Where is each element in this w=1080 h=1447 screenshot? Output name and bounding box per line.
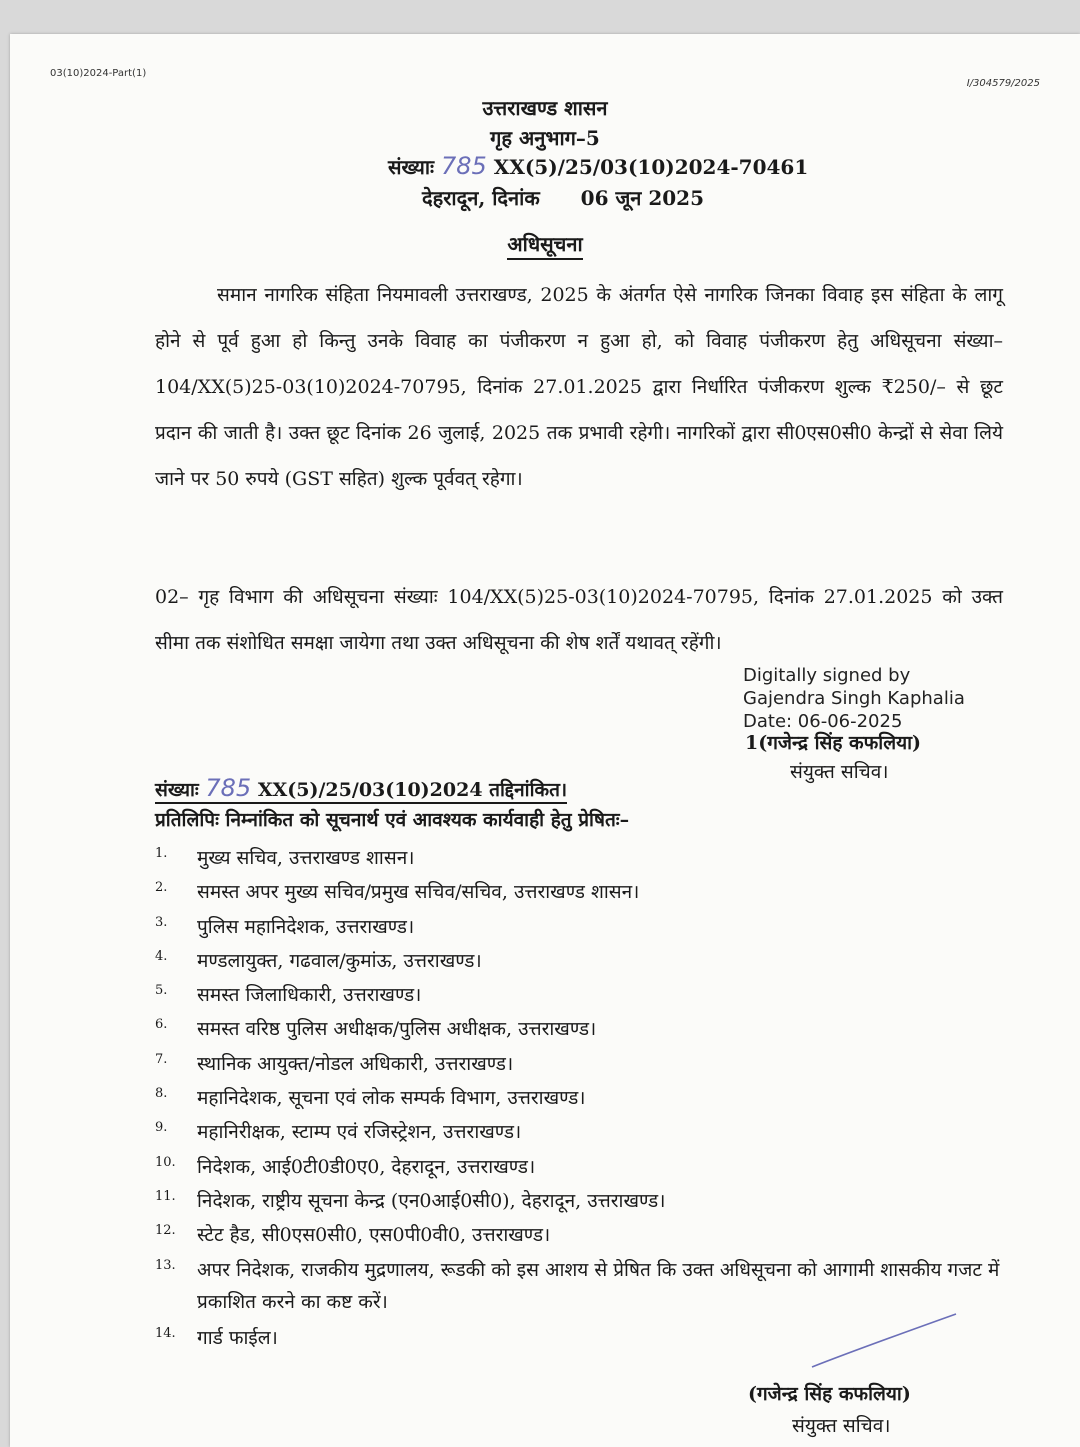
list-item-number: 12. bbox=[155, 1223, 176, 1239]
signatory-designation: संयुक्त सचिव। bbox=[790, 761, 889, 783]
copy-number-label: संख्याः bbox=[155, 779, 199, 801]
place-date bbox=[422, 184, 704, 211]
paragraph-2: 02– गृह विभाग की अधिसूचना संख्याः 104/XX(5)25-03(10)2024-70795, दिनांक 27.01.2025 को उक्त सीमा तक संशोधित समक्षा जायेगा तथा उक्त अधिसूचना की शेष शर्तें यथावत् रहेंगी। bbox=[155, 586, 1003, 654]
list-item-text: समस्त जिलाधिकारी, उत्तराखण्ड। bbox=[197, 984, 422, 1007]
list-item-text: स्थानिक आयुक्त/नोडल अधिकारी, उत्तराखण्ड। bbox=[197, 1052, 514, 1075]
list-item-text: समस्त अपर मुख्य सचिव/प्रमुख सचिव/सचिव, उत्तराखण्ड शासन। bbox=[197, 881, 640, 904]
list-item-text: महानिदेशक, सूचना एवं लोक सम्पर्क विभाग, उत्तराखण्ड। bbox=[197, 1087, 586, 1110]
list-item bbox=[155, 1013, 1035, 1047]
list-item-number: 1. bbox=[155, 846, 168, 861]
list-item-number: 8. bbox=[155, 1086, 168, 1102]
handwritten-number: 785 bbox=[441, 152, 487, 180]
list-item-number: 13. bbox=[155, 1257, 176, 1273]
list-item-number: 10. bbox=[155, 1154, 176, 1170]
list-item bbox=[155, 911, 1035, 945]
issue-date: 06 जून 2025 bbox=[580, 186, 705, 210]
list-item-number: 4. bbox=[155, 948, 168, 964]
list-item-text: मुख्य सचिव, उत्तराखण्ड शासन। bbox=[197, 847, 415, 869]
notification-number bbox=[388, 152, 808, 180]
copy-heading: प्रतिलिपिः निम्नांकित को सूचनार्थ एवं आवश्यक कार्यवाही हेतु प्रेषितः– bbox=[155, 809, 630, 831]
signatory-name-2: (गजेन्द्र सिंह कफलिया) bbox=[748, 1383, 911, 1405]
signatory-designation-2: संयुक्त सचिव। bbox=[792, 1415, 891, 1437]
list-item bbox=[155, 1219, 1035, 1253]
list-item bbox=[155, 1082, 1035, 1116]
title-text: अधिसूचना bbox=[507, 232, 582, 260]
list-item-text: पुलिस महानिदेशक, उत्तराखण्ड। bbox=[197, 915, 415, 938]
list-item-number: 11. bbox=[155, 1188, 176, 1204]
copy-number-code: XX(5)/25/03(10)2024 तद्दिनांकित। bbox=[257, 779, 568, 801]
document-title bbox=[10, 230, 1080, 257]
signatory-name: 1(गजेन्द्र सिंह कफलिया) bbox=[745, 732, 922, 754]
number-label: संख्याः bbox=[388, 155, 435, 179]
list-item-number: 3. bbox=[155, 914, 168, 930]
list-item bbox=[155, 842, 1035, 876]
place-label: देहरादून, दिनांक bbox=[422, 186, 540, 210]
list-item-number: 6. bbox=[155, 1017, 168, 1033]
govt-header: उत्तराखण्ड शासन bbox=[482, 96, 608, 120]
distribution-list bbox=[155, 842, 1035, 1356]
list-item-text: महानिरीक्षक, स्टाम्प एवं रजिस्ट्रेशन, उत्तराखण्ड। bbox=[197, 1121, 522, 1144]
list-item-number: 7. bbox=[155, 1051, 168, 1067]
list-item-number: 14. bbox=[155, 1325, 176, 1341]
list-item-number: 9. bbox=[155, 1120, 168, 1136]
list-item bbox=[155, 979, 1035, 1013]
digital-signature bbox=[743, 664, 965, 733]
list-item bbox=[155, 1048, 1035, 1082]
list-item-text: निदेशक, आई0टी0डी0ए0, देहरादून, उत्तराखण्ड। bbox=[197, 1155, 536, 1178]
list-item bbox=[155, 1116, 1035, 1150]
list-item-text: अपर निदेशक, राजकीय मुद्रणालय, रूडकी को इस आशय से प्रेषित कि उक्त अधिसूचना को आगामी शासकीय गजट में प्रकाशित करने का कष्ट करें। bbox=[197, 1258, 1000, 1313]
list-item-text: गार्ड फाईल। bbox=[197, 1326, 278, 1349]
list-item bbox=[155, 1185, 1035, 1219]
paragraph-1: समान नागरिक संहिता नियमावली उत्तराखण्ड, 2025 के अंतर्गत ऐसे नागरिक जिनका विवाह इस संहिता के लागू होने से पूर्व हुआ हो किन्तु उनके विवाह का पंजीकरण न हुआ हो, को विवाह पंजीकरण हेतु अधिसूचना संख्या–104/XX(5)25-03(10)2024-70795, दिनांक 27.01.2025 द्वारा निर्धारित पंजीकरण शुल्क ₹250/– से छूट प्रदान की जाती है। उक्त छूट दिनांक 26 जुलाई, 2025 तक प्रभावी रहेगी। नागरिकों द्वारा सी0एस0सी0 केन्द्रों से सेवा लिये जाने पर 50 रुपये (GST सहित) शुल्क पूर्ववत् रहेगा। bbox=[155, 284, 1003, 490]
list-item-number: 5. bbox=[155, 983, 168, 999]
department-header: गृह अनुभाग–5 bbox=[490, 126, 600, 150]
document-page bbox=[10, 34, 1080, 1447]
digital-signature-line3: Date: 06-06-2025 bbox=[743, 711, 903, 732]
digital-signature-line1: Digitally signed by bbox=[743, 665, 911, 686]
document-id: I/304579/2025 bbox=[966, 78, 1040, 89]
list-item-text: स्टेट हैड, सी0एस0सी0, एस0पी0वी0, उत्तराखण्ड। bbox=[197, 1224, 551, 1247]
list-item-text: मण्डलायुक्त, गढवाल/कुमांऊ, उत्तराखण्ड। bbox=[197, 949, 482, 972]
list-item bbox=[155, 876, 1035, 910]
file-reference: 03(10)2024-Part(1) bbox=[50, 68, 147, 79]
list-item bbox=[155, 945, 1035, 979]
list-item bbox=[155, 1151, 1035, 1185]
signature-scribble-icon bbox=[810, 1312, 960, 1372]
copy-handwritten-number: 785 bbox=[205, 774, 252, 802]
list-item-text: निदेशक, राष्ट्रीय सूचना केन्द्र (एन0आई0सी0), देहरादून, उत्तराखण्ड। bbox=[197, 1189, 666, 1212]
list-item-number: 2. bbox=[155, 880, 168, 896]
number-code: XX(5)/25/03(10)2024-70461 bbox=[493, 155, 809, 179]
list-item-text: समस्त वरिष्ठ पुलिस अधीक्षक/पुलिस अधीक्षक, उत्तराखण्ड। bbox=[197, 1018, 597, 1041]
copy-number bbox=[155, 774, 567, 804]
digital-signature-line2: Gajendra Singh Kaphalia bbox=[743, 688, 965, 709]
